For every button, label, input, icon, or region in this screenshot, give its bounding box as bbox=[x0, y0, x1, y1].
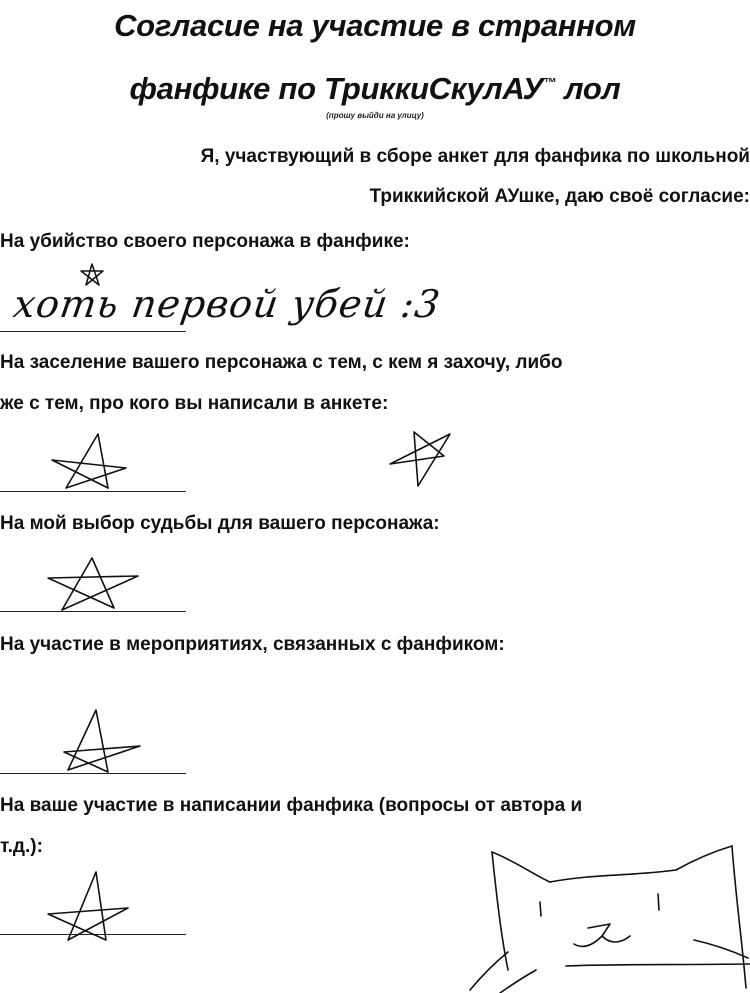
question-roommate-line2: же с тем, про кого вы написали в анкете: bbox=[0, 393, 389, 414]
intro-line2: Триккийской АУшке, даю своё согласие: bbox=[369, 186, 750, 207]
star-signature-icon bbox=[60, 706, 144, 774]
document-title-line2: фанфике по ТриккиСкулАУ™ лол bbox=[129, 71, 621, 106]
star-signature-icon bbox=[44, 554, 142, 614]
question-writing-line2: т.д.): bbox=[0, 836, 43, 857]
question-events: На участие в мероприятиях, связанных с фанфиком: bbox=[0, 634, 505, 655]
question-writing-line1: На ваше участие в написании фанфика (вопросы от автора и bbox=[0, 795, 583, 816]
question-fate-choice: На мой выбор судьбы для вашего персонажа: bbox=[0, 513, 440, 534]
question-roommate-line1: На заселение вашего персонажа с тем, с кем я захочу, либо bbox=[0, 352, 563, 373]
intro-line1: Я, участвующий в сборе анкет для фанфика по школьной bbox=[200, 146, 750, 167]
cat-doodle-icon bbox=[462, 840, 750, 993]
question-kill-character: На убийство своего персонажа в фанфике: bbox=[0, 231, 410, 252]
document-subtitle: (прошу выйди на улицу) bbox=[326, 111, 424, 120]
signature-line-1 bbox=[0, 331, 186, 332]
star-signature-icon bbox=[44, 868, 130, 944]
star-signature-icon bbox=[48, 430, 132, 492]
star-signature-icon bbox=[386, 428, 452, 490]
handwritten-answer: хоть первой убей :3 bbox=[10, 282, 444, 326]
document-title-line1: Согласие на участие в странном bbox=[114, 8, 636, 43]
